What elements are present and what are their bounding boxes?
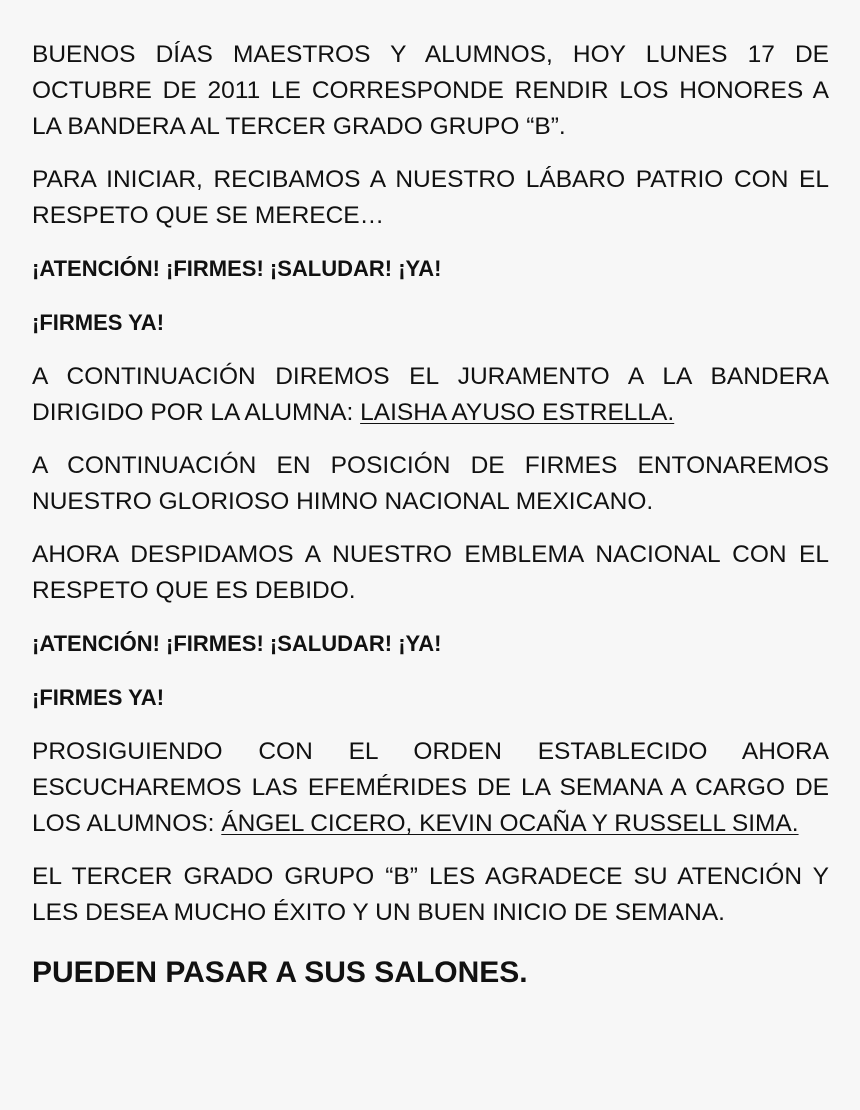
oath-text: A CONTINUACIÓN DIREMOS EL JURAMENTO A LA BANDERA DIRIGIDO POR LA ALUMNA: bbox=[32, 363, 829, 426]
farewell-paragraph: AHORA DESPIDAMOS A NUESTRO EMBLEMA NACIONAL CON EL RESPETO QUE ES DEBIDO. bbox=[32, 541, 829, 604]
ephemerides-student-names: ÁNGEL CICERO, KEVIN OCAÑA Y RUSSELL SIMA. bbox=[221, 810, 799, 837]
closing-heading: PUEDEN PASAR A SUS SALONES. bbox=[32, 956, 528, 989]
start-paragraph: PARA INICIAR, RECIBAMOS A NUESTRO LÁBARO PATRIO CON EL RESPETO QUE SE MERECE… bbox=[32, 166, 829, 229]
ephemerides-paragraph bbox=[32, 734, 829, 842]
command-line-2: ¡FIRMES YA! bbox=[32, 310, 165, 335]
greeting-paragraph: BUENOS DÍAS MAESTROS Y ALUMNOS, HOY LUNES 17 DE OCTUBRE DE 2011 LE CORRESPONDE RENDIR LOS HONORES A LA BANDERA AL TERCER GRADO GRUPO “B”. bbox=[32, 41, 829, 140]
command-line-1: ¡ATENCIÓN! ¡FIRMES! ¡SALUDAR! ¡YA! bbox=[32, 256, 442, 281]
thanks-paragraph: EL TERCER GRADO GRUPO “B” LES AGRADECE SU ATENCIÓN Y LES DESEA MUCHO ÉXITO Y UN BUEN INICIO DE SEMANA. bbox=[32, 863, 829, 926]
oath-student-name: LAISHA AYUSO ESTRELLA. bbox=[360, 399, 675, 426]
command-line-3: ¡ATENCIÓN! ¡FIRMES! ¡SALUDAR! ¡YA! bbox=[32, 631, 442, 656]
anthem-paragraph: A CONTINUACIÓN EN POSICIÓN DE FIRMES ENTONAREMOS NUESTRO GLORIOSO HIMNO NACIONAL MEXICANO. bbox=[32, 452, 829, 515]
command-line-4: ¡FIRMES YA! bbox=[32, 685, 165, 710]
oath-paragraph bbox=[32, 359, 829, 431]
ephemerides-text: PROSIGUIENDO CON EL ORDEN ESTABLECIDO AHORA ESCUCHAREMOS LAS EFEMÉRIDES DE LA SEMANA A CARGO DE LOS ALUMNOS: bbox=[32, 738, 829, 837]
